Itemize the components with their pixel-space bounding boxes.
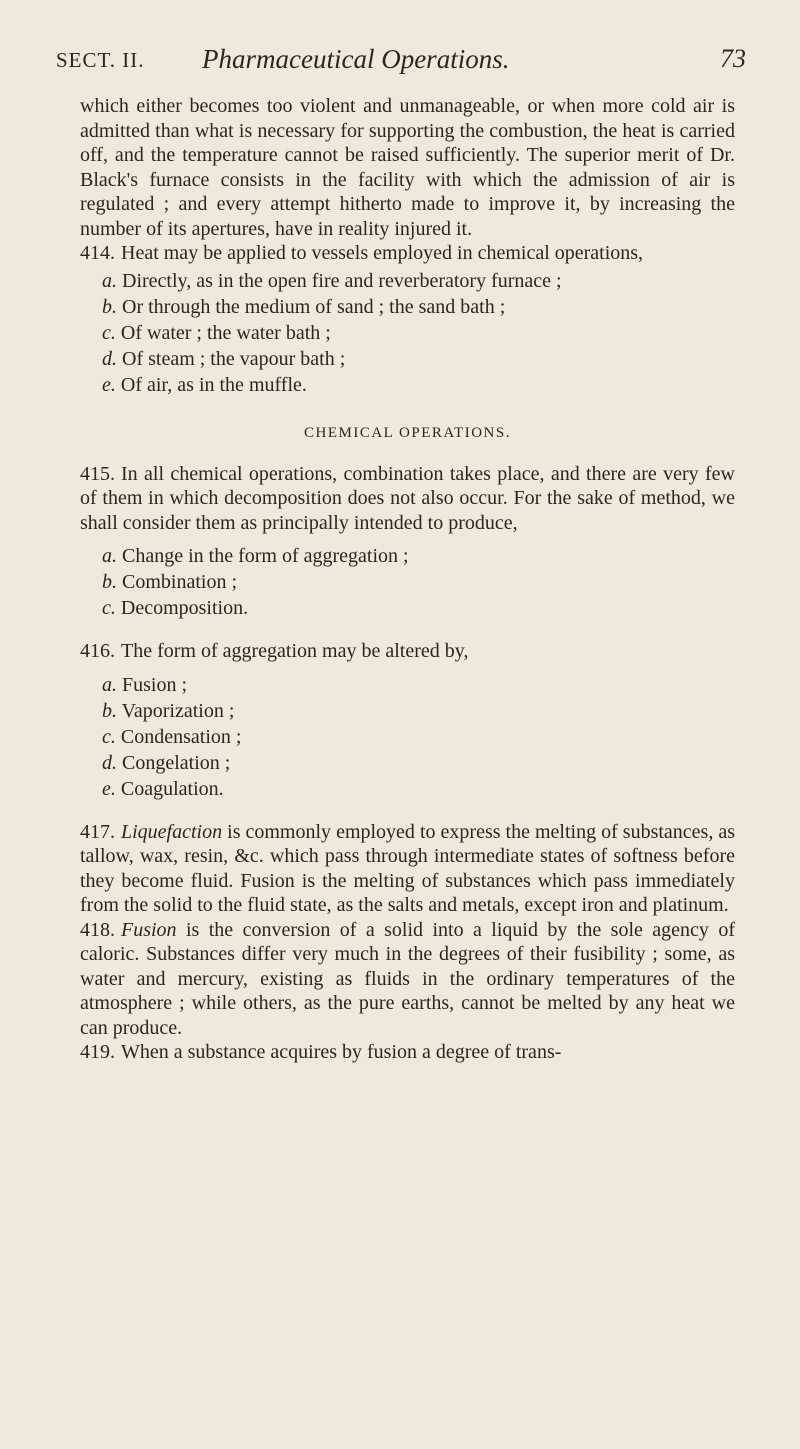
paragraph-number: 415. bbox=[80, 462, 115, 485]
defined-term: Fusion bbox=[121, 918, 177, 941]
paragraph-number: 418. bbox=[80, 918, 115, 941]
paragraph-text: is commonly employed to express the melting of substances, as tallow, wax, resin, &c. which pass through intermediate states of softness before they become fluid. Fusion is the melting of substances which pass immediately from the solid to the fluid state, as the salts and metals, except iron and platinum. bbox=[80, 820, 736, 916]
list-item: c. Condensation ; bbox=[102, 725, 242, 748]
spacer bbox=[80, 444, 735, 462]
list-item: b. Combination ; bbox=[102, 571, 237, 593]
paragraph-418 bbox=[80, 918, 735, 1041]
paragraph-number: 417. bbox=[80, 820, 115, 843]
list-415 bbox=[80, 543, 735, 621]
paragraph-continued: which either becomes too violent and unmanageable, or when more cold air is admitted than what is necessary for supporting the combustion, the heat is carried off, and the temperature cannot be raised sufficiently. The superior merit of Dr. Black's furnace consists in the facility with which the admission of air is regulated ; and every attempt hitherto made to improve it, by increasing the number of its apertures, have in reality injured it. bbox=[80, 95, 735, 240]
section-label: SECT. II. bbox=[56, 48, 145, 72]
paragraph-414 bbox=[80, 241, 735, 266]
page-number: 73 bbox=[720, 44, 746, 73]
paragraph-417 bbox=[80, 820, 735, 918]
paragraph-415 bbox=[80, 462, 735, 536]
list-item: a. Fusion ; bbox=[102, 673, 188, 696]
list-item: b. Vaporization ; bbox=[102, 699, 235, 722]
list-item: c. Decomposition. bbox=[102, 597, 249, 619]
paragraph-text: When a substance acquires by fusion a degree of trans- bbox=[121, 1041, 562, 1063]
list-416 bbox=[80, 672, 735, 802]
running-title: Pharmaceutical Operations. bbox=[202, 44, 510, 74]
defined-term: Liquefaction bbox=[121, 820, 223, 843]
paragraph-416 bbox=[80, 639, 735, 664]
list-item: e. Coagulation. bbox=[102, 777, 224, 800]
list-item: a. Change in the form of aggregation ; bbox=[102, 545, 409, 567]
list-item: d. Congelation ; bbox=[102, 751, 231, 774]
paragraph-419 bbox=[80, 1040, 735, 1065]
running-header bbox=[56, 40, 746, 80]
spacer bbox=[80, 802, 735, 820]
paragraph-number: 414. bbox=[80, 242, 115, 264]
paragraph-text: is the conversion of a solid into a liquid by the sole agency of caloric. Substances differ very much in the degrees of their fusibility ; some, as water and mercury, existing as fluids in the ordinary temperatures of the atmosphere ; while others, as the pure earths, cannot be melted by any heat we can produce. bbox=[80, 918, 736, 1039]
list-item: a. Directly, as in the open fire and reverberatory furnace ; bbox=[102, 269, 562, 292]
paragraph-text: Heat may be applied to vessels employed in chemical operations, bbox=[121, 242, 644, 264]
list-item: d. Of steam ; the vapour bath ; bbox=[102, 347, 346, 370]
spacer bbox=[80, 621, 735, 639]
list-414 bbox=[80, 268, 735, 398]
section-heading: CHEMICAL OPERATIONS. bbox=[304, 424, 511, 441]
paragraph-number: 416. bbox=[80, 640, 115, 662]
spacer bbox=[80, 398, 735, 422]
paragraph-text: The form of aggregation may be altered by, bbox=[121, 640, 469, 662]
paragraph-number: 419. bbox=[80, 1041, 115, 1063]
list-item: c. Of water ; the water bath ; bbox=[102, 321, 331, 344]
list-item: b. Or through the medium of sand ; the sand bath ; bbox=[102, 295, 506, 318]
list-item: e. Of air, as in the muffle. bbox=[102, 373, 307, 396]
paragraph-text: In all chemical operations, combination takes place, and there are very few of them in which decomposition does not also occur. For the sake of method, we shall consider them as principally intended to produce, bbox=[80, 462, 735, 534]
page-body bbox=[80, 94, 735, 1065]
